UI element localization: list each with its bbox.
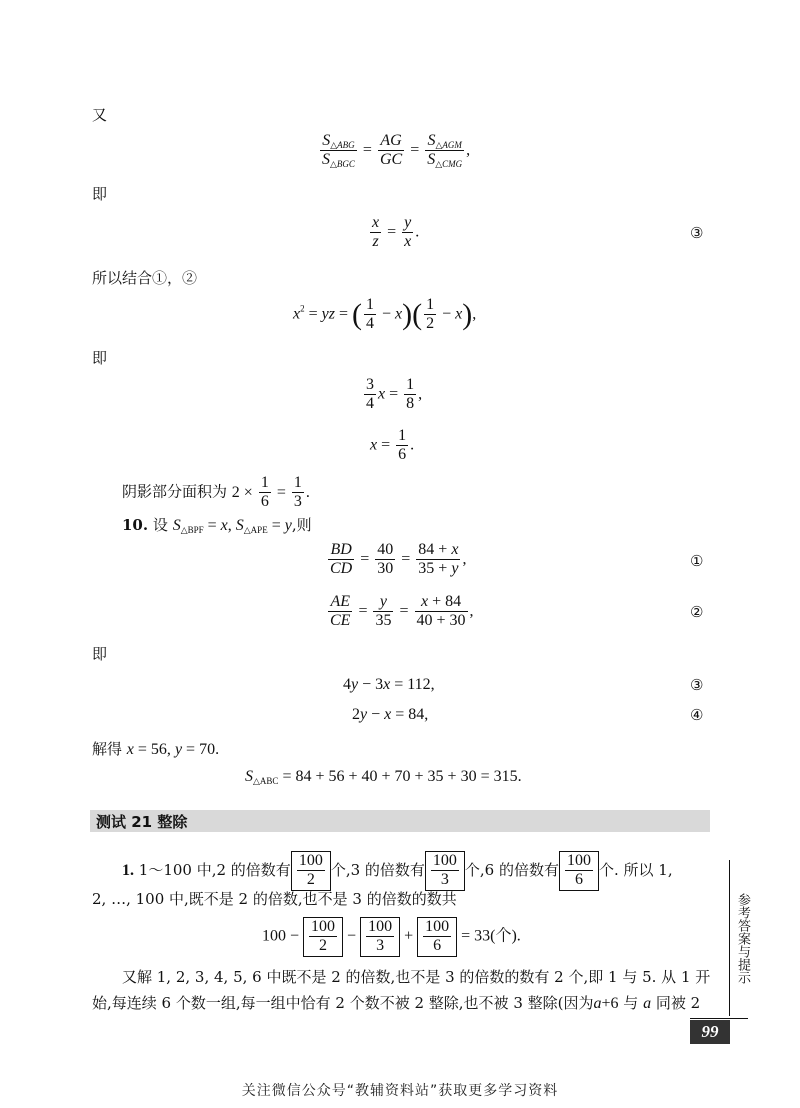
p10-then: ,则: [291, 516, 312, 534]
equation-bd-cd: $\frac{BD}{CD}$ = $\frac{40}{30}$ = $\frac{84 + x}{35 + y}$ ,: [330, 541, 467, 578]
problem-number-1: 1.: [122, 861, 134, 879]
p1-result: = 33(个).: [461, 927, 521, 945]
alt-solution-line-1: 又解 1, 2, 3, 4, 5, 6 中既不是 2 的倍数,也不是 3 的倍数的数有 2 个,即 1 与 5. 从 1 开: [122, 968, 711, 986]
text-you: 又: [92, 106, 108, 124]
equation-2y-x: 2y − x = 84,: [352, 706, 429, 723]
label-circled-2: ②: [690, 603, 704, 621]
solve-label: 解得: [92, 740, 123, 758]
problem-number-10: 10.: [122, 516, 149, 534]
problem-1-line-2: 2, …, 100 中,既不是 2 的倍数,也不是 3 的倍数的数共: [92, 890, 457, 908]
p1-part-d: 个. 所以 1,: [599, 860, 673, 879]
equation-x-over-z: $\frac{x}{z}$ = $\frac{y}{x}$ .: [372, 214, 420, 251]
text-suoyi: 所以结合①，②: [92, 269, 198, 287]
text-ji-1: 即: [92, 185, 108, 203]
label-circled-3b: ③: [690, 676, 704, 694]
page-number-rule: [690, 1018, 748, 1019]
label-circled-1: ①: [690, 552, 704, 570]
equation-x-squared: $x^2$ = yz = ( $\frac{1}{4}$ − x)( $\frac{1}{2}$ − x),: [293, 296, 477, 333]
section-title: 测试 21 整除: [96, 813, 188, 831]
text-ji-2: 即: [92, 349, 108, 367]
alt-line2-text: 始,每连续 6 个数一组,每一组中恰有 2 个数不被 2 整除,也不被 3 整除(因为: [92, 994, 594, 1012]
text-solution: 解得 x = 56, y = 70.: [92, 740, 220, 758]
page-number: 99: [690, 1020, 730, 1044]
p1-part-b: 个,3 的倍数有: [330, 860, 425, 879]
problem-1-line-1: 1. 1～100 中,2 的倍数有 $\frac{100}{2}$ 个,3 的倍数有 $\frac{100}{3}$ 个,6 的倍数有 $\frac{100}{6}$ 个. 所以 1,: [122, 851, 673, 891]
p1-part-c: 个,6 的倍数有: [464, 860, 559, 879]
equation-area-ratio: $\frac{S_{\triangle ABG}}{S_{\triangle BGC}}$ = $\frac{AG}{GC}$ = $\frac{S_{\triangle AGM}}{S_{\triangle CMG}}$ ,: [322, 132, 471, 170]
equation-count: 100 − $\frac{100}{2}$ − $\frac{100}{3}$ + $\frac{100}{6}$ = 33(个).: [262, 917, 521, 957]
alt-line2-tail: 同被 2: [655, 994, 701, 1012]
shadow-prefix: 阴影部分面积为: [122, 482, 228, 501]
equation-x-one-sixth: x = $\frac{1}{6}$ .: [370, 427, 415, 464]
equation-4y-3x: 4y − 3x = 112,: [343, 676, 435, 693]
side-tab-answers: 参考答案与提示: [729, 860, 752, 1016]
equation-ae-ce: $\frac{AE}{CE}$ = $\frac{y}{35}$ = $\frac{x + 84}{40 + 30}$ ,: [330, 593, 474, 630]
text-shadow-area: 阴影部分面积为 2 × $\frac{1}{6}$ = $\frac{1}{3}$ .: [122, 474, 310, 511]
alt-solution-line-2: 始,每连续 6 个数一组,每一组中恰有 2 个数不被 2 整除,也不被 3 整除(因为a+6 与 a 同被 2: [92, 994, 701, 1012]
equation-total-area: $S_{\triangle ABC} = 84 + 56 + 40 + 70 + 35 + 30 = 315$.: [245, 768, 522, 786]
equation-three-quarters-x: $\frac{3}{4}$ x = $\frac{1}{8}$ ,: [366, 376, 423, 413]
problem-10-intro: 10. 设 $S_{\triangle BPF} = x$, $S_{\triangle APE} = y$,则: [122, 516, 312, 535]
footer-watermark: 关注微信公众号“教辅资料站”获取更多学习资料: [241, 1083, 559, 1099]
label-circled-3: ③: [690, 224, 704, 242]
text-ji-3: 即: [92, 645, 108, 663]
p1-part-a: 1～100 中,2 的倍数有: [138, 860, 291, 879]
p10-text: 设: [152, 516, 168, 534]
label-circled-4: ④: [690, 706, 704, 724]
